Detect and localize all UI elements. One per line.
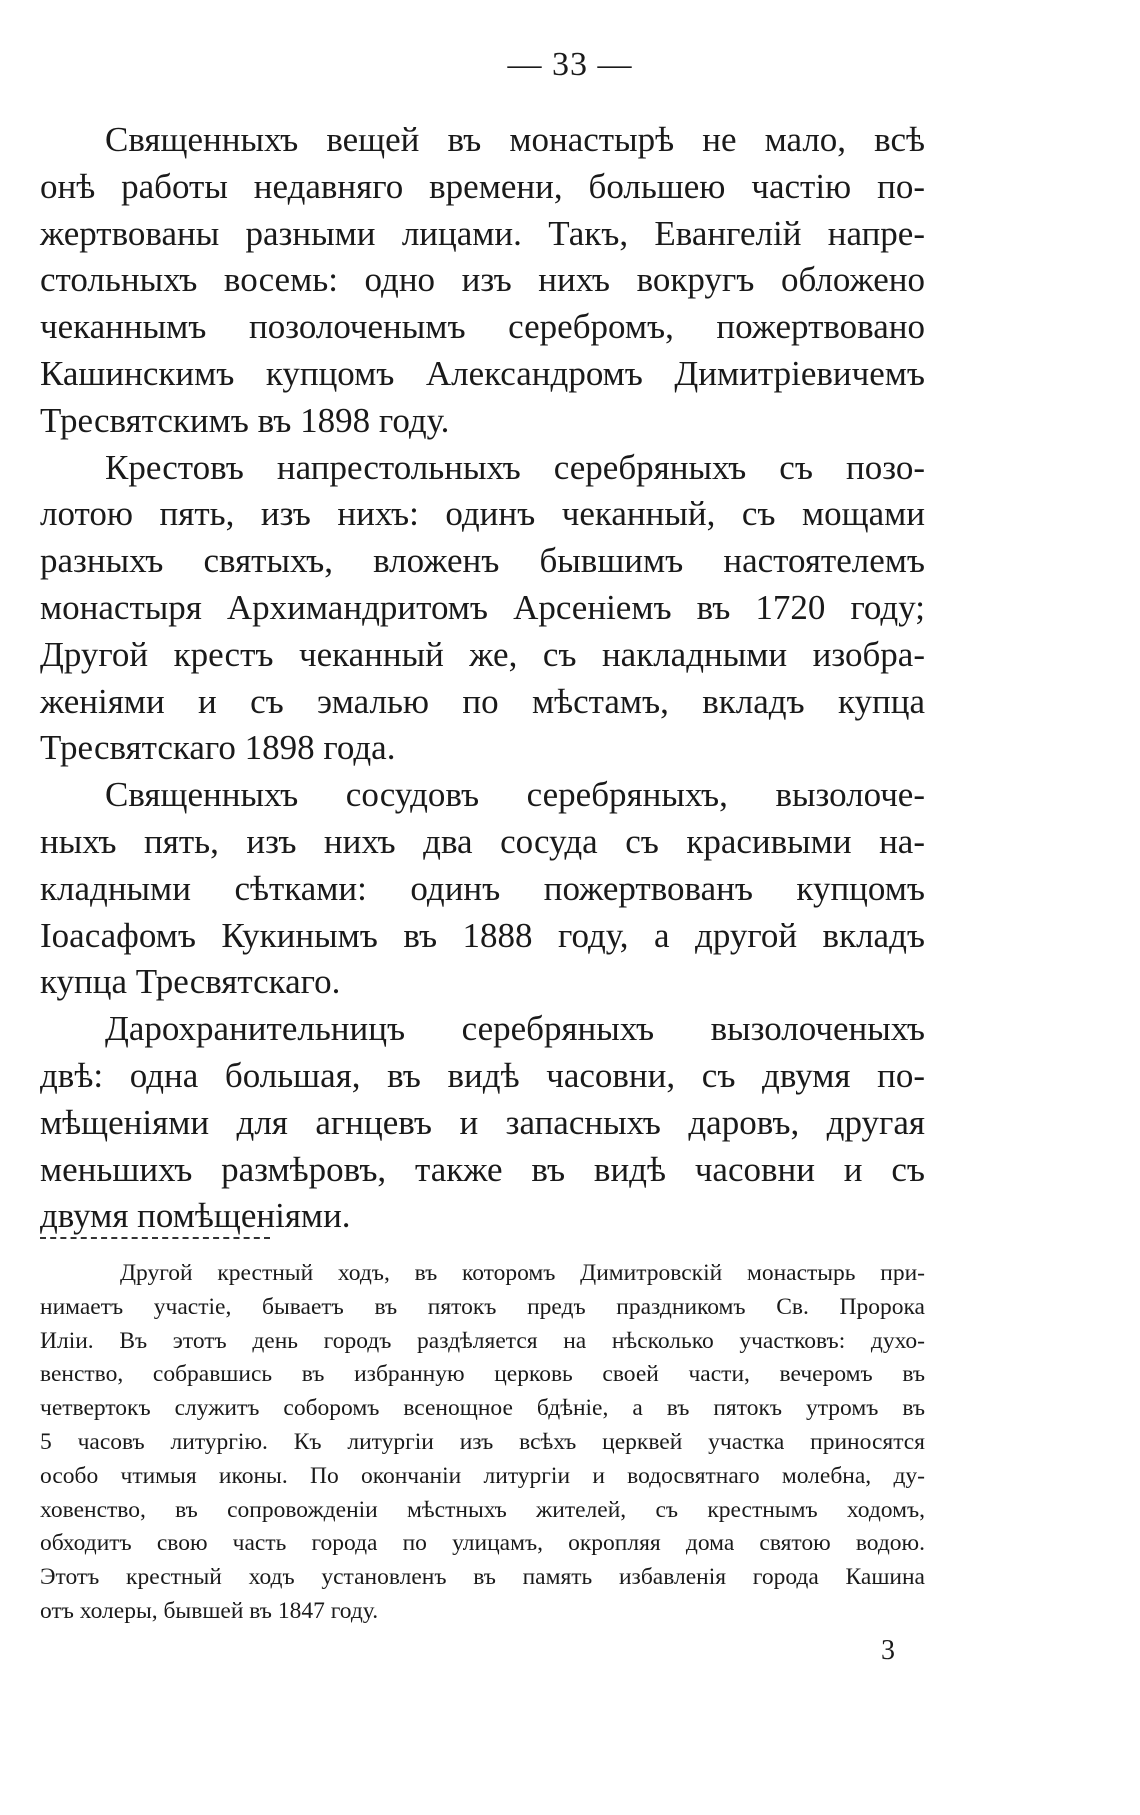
text-line: мѣщеніями для агнцевъ и запасныхъ даровъ, другая (40, 1102, 925, 1142)
footnote-divider (40, 1237, 270, 1243)
paragraph-2 (40, 445, 925, 773)
text-line: Дарохранительницъ серебряныхъ вызолоченыхъ (105, 1009, 925, 1049)
footnote-line: нимаетъ участіе, бываетъ въ пятокъ предъ праздникомъ Св. Пророка (40, 1293, 925, 1320)
footnote-line: Этотъ крестный ходъ установленъ въ память избавленія города Кашина (40, 1564, 925, 1591)
text-line: женіями и съ эмалью по мѣстамъ, вкладъ купца (40, 681, 925, 721)
footnote-line: Другой крестный ходъ, въ которомъ Димитровскій монастырь при- (120, 1260, 925, 1286)
main-text (40, 117, 925, 1240)
text-line: Крестовъ напрестольныхъ серебряныхъ съ позо- (105, 447, 925, 487)
footnote-line: 5 часовъ литургію. Къ литургіи изъ всѣхъ церквей участка приносятся (40, 1428, 925, 1455)
footnote (40, 1257, 925, 1629)
paragraph-1 (40, 117, 925, 445)
text-line: меньшихъ размѣровъ, также въ видѣ часовни и съ (40, 1149, 925, 1189)
text-line: разныхъ святыхъ, вложенъ бывшимъ настоятелемъ (40, 541, 925, 581)
text-line: двѣ: одна большая, въ видѣ часовни, съ двумя по- (40, 1055, 925, 1095)
text-line: онѣ работы недавняго времени, большею частію по- (40, 166, 925, 206)
text-line: ныхъ пять, изъ нихъ два сосуда съ красивыми на- (40, 821, 925, 861)
text-line: Іоасафомъ Кукинымъ въ 1888 году, а другой вкладъ (40, 915, 925, 955)
text-line: двумя помѣщеніями. (40, 1196, 351, 1236)
signature-mark: 3 (881, 1635, 895, 1666)
text-line: Кашинскимъ купцомъ Александромъ Димитріевичемъ (40, 353, 925, 393)
text-line: Священныхъ сосудовъ серебряныхъ, вызолоче- (105, 775, 925, 815)
text-line: чеканнымъ позолоченымъ серебромъ, пожертвовано (40, 307, 925, 347)
footnote-line: особо чтимыя иконы. По окончаніи литургіи и водосвятнаго молебна, ду- (40, 1462, 925, 1489)
footnote-line: обходитъ свою часть города по улицамъ, окропляя дома святою водою. (40, 1530, 925, 1557)
text-line: Тресвятскаго 1898 года. (40, 728, 396, 768)
paragraph-3 (40, 772, 925, 1006)
text-line: кладными сѣтками: одинъ пожертвованъ купцомъ (40, 868, 925, 908)
page-number-header: — 33 — (507, 46, 633, 83)
text-line: Священныхъ вещей въ монастырѣ не мало, всѣ (105, 120, 925, 159)
footnote-line: венство, собравшись въ избранную церковь своей части, вечеромъ въ (40, 1361, 925, 1388)
footnote-line: Иліи. Въ этотъ день городъ раздѣляется на нѣсколько участковъ: духо- (40, 1327, 925, 1354)
text-line: монастыря Архимандритомъ Арсеніемъ въ 1720 году; (40, 587, 925, 627)
footnote-line: ховенство, въ сопровожденіи мѣстныхъ жителей, съ крестнымъ ходомъ, (40, 1496, 925, 1523)
paragraph-4 (40, 1006, 925, 1240)
text-line: купца Тресвятскаго. (40, 962, 341, 1002)
text-line: жертвованы разными лицами. Такъ, Евангелій напре- (40, 213, 925, 253)
text-line: лотою пять, изъ нихъ: одинъ чеканный, съ мощами (40, 494, 925, 534)
text-line: стольныхъ восемь: одно изъ нихъ вокругъ обложено (40, 260, 925, 300)
footnote-line: четвертокъ служитъ соборомъ всенощное бдѣніе, а въ пятокъ утромъ въ (40, 1395, 925, 1422)
footnote-line: отъ холеры, бывшей въ 1847 году. (40, 1597, 379, 1624)
text-line: Другой крестъ чеканный же, съ накладными изобра- (40, 634, 925, 674)
text-line: Тресвятскимъ въ 1898 году. (40, 400, 450, 440)
